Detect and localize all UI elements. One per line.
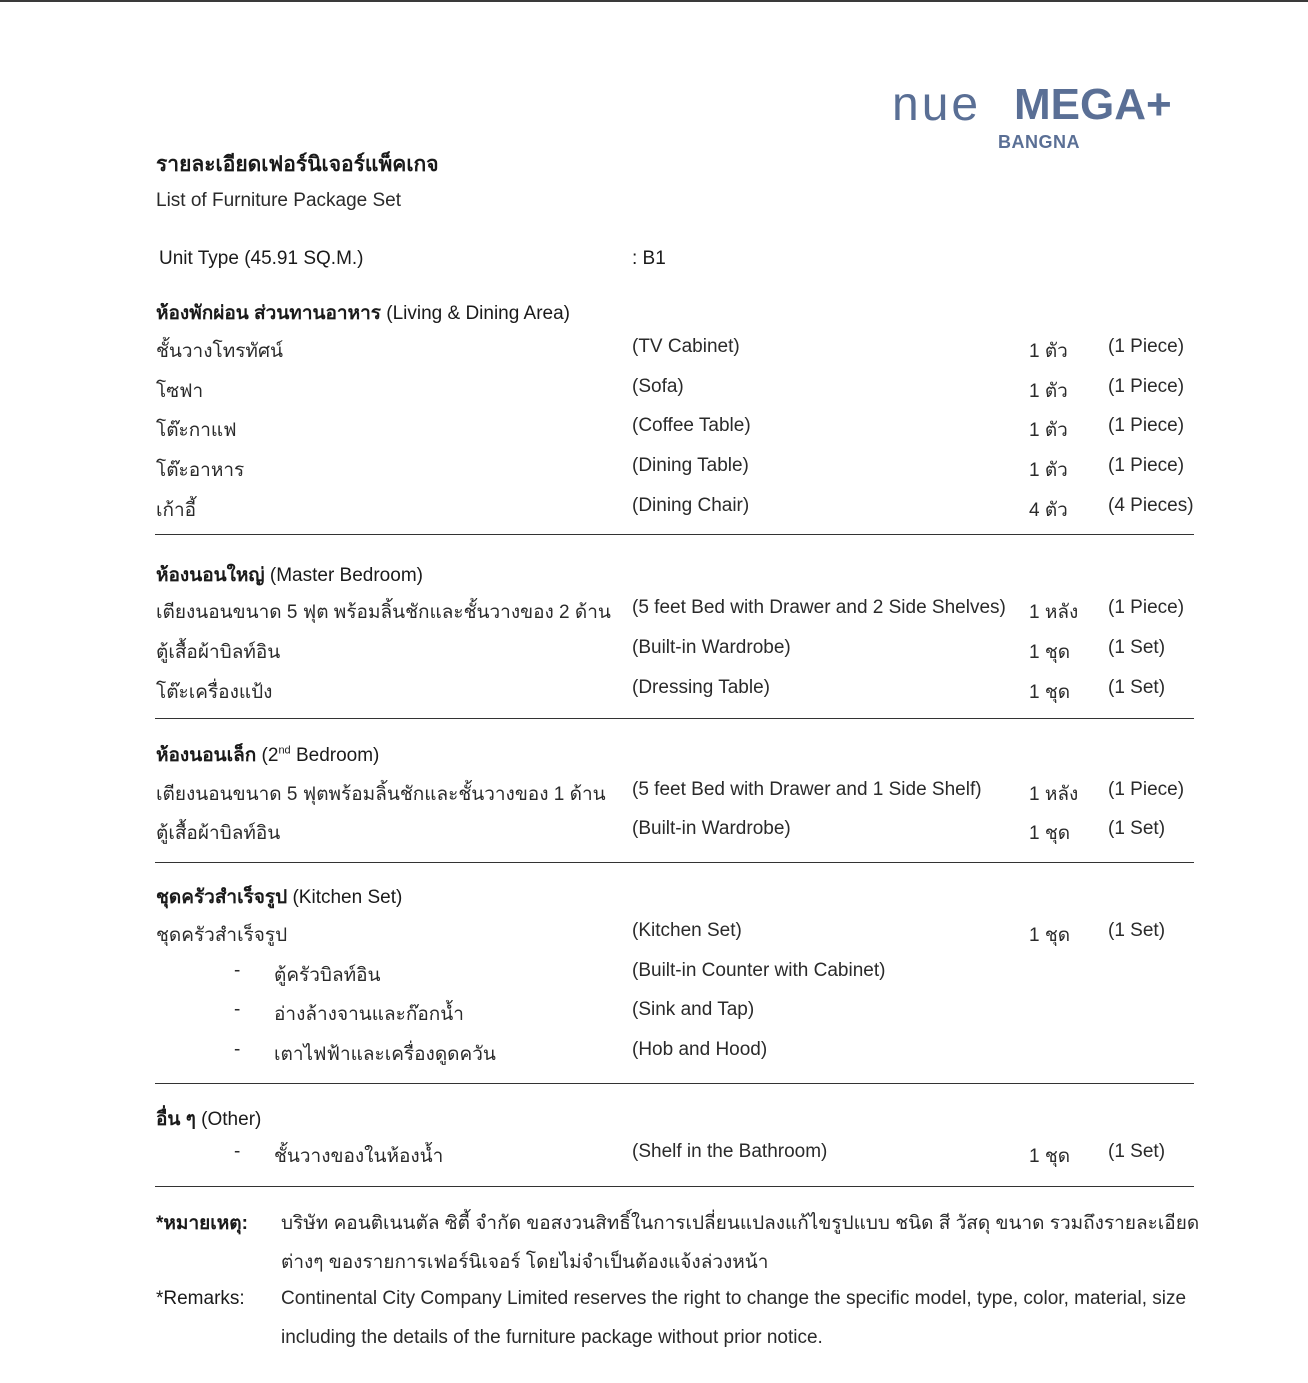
- item-thai: เตียงนอนขนาด 5 ฟุตพร้อมลิ้นชักและชั้นวางของ 1 ด้าน: [156, 784, 606, 805]
- item-quantity: 1 ตัว: [1029, 381, 1068, 402]
- section-title-thai: อื่น ๆ: [156, 1109, 196, 1130]
- item-quantity-english: (1 Set): [1108, 677, 1166, 698]
- item-quantity: 1 หลัง: [1029, 602, 1079, 623]
- section-title-thai: ห้องพักผ่อน ส่วนทานอาหาร: [156, 303, 381, 324]
- item-english: (Dressing Table): [632, 677, 770, 698]
- section-title-thai: ชุดครัวสำเร็จรูป: [156, 887, 288, 908]
- item-quantity: 4 ตัว: [1029, 500, 1068, 521]
- item-quantity-english: (1 Piece): [1108, 415, 1185, 436]
- item-thai: ตู้เสื้อผ้าบิลท์อิน: [156, 642, 281, 663]
- list-item: [0, 960, 1308, 990]
- item-english: (TV Cabinet): [632, 336, 740, 357]
- section-other: [156, 1104, 261, 1134]
- sub-item-dash: -: [234, 999, 241, 1020]
- item-thai: เตาไฟฟ้าและเครื่องดูดควัน: [274, 1044, 496, 1065]
- item-quantity-english: (1 Set): [1108, 1141, 1166, 1162]
- item-quantity-english: (1 Piece): [1108, 597, 1185, 618]
- item-english: (Hob and Hood): [632, 1039, 768, 1060]
- item-english: (5 feet Bed with Drawer and 2 Side Shelves): [632, 597, 1006, 618]
- logo-nue: nue: [892, 78, 982, 131]
- list-item: [0, 920, 1308, 950]
- remarks-label: *Remarks:: [156, 1288, 245, 1309]
- item-quantity-english: (1 Piece): [1108, 376, 1185, 397]
- item-english: (Sofa): [632, 376, 684, 397]
- item-quantity-english: (1 Set): [1108, 818, 1166, 839]
- item-english: (5 feet Bed with Drawer and 1 Side Shelf): [632, 779, 982, 800]
- sub-item-dash: -: [234, 1141, 241, 1162]
- section-title-english: (Other): [201, 1109, 262, 1130]
- item-thai: ชุดครัวสำเร็จรูป: [156, 925, 288, 946]
- item-english: (Sink and Tap): [632, 999, 755, 1020]
- section-living-dining: [156, 298, 570, 328]
- list-item: [0, 336, 1308, 366]
- page-title-thai: รายละเอียดเฟอร์นิเจอร์แพ็คเกจ: [156, 153, 439, 176]
- item-english: (Dining Chair): [632, 495, 750, 516]
- item-quantity: 1 หลัง: [1029, 784, 1079, 805]
- list-item: [0, 999, 1308, 1029]
- list-item: [0, 637, 1308, 667]
- list-item: [0, 495, 1308, 525]
- item-english: (Built-in Wardrobe): [632, 637, 791, 658]
- sub-item-dash: -: [234, 960, 241, 981]
- section-divider: [155, 718, 1194, 719]
- list-item: [0, 779, 1308, 809]
- item-english: (Built-in Wardrobe): [632, 818, 791, 839]
- item-quantity: 1 ตัว: [1029, 420, 1068, 441]
- item-quantity-english: (1 Piece): [1108, 336, 1185, 357]
- note-text-thai-line1: บริษัท คอนติเนนตัล ซิตี้ จำกัด ขอสงวนสิทธิ์ในการเปลี่ยนแปลงแก้ไขรูปแบบ ชนิด สี วัสดุ ขนาด รวมถึงรายละเอียด: [281, 1213, 1200, 1234]
- list-item: [0, 376, 1308, 406]
- item-english: (Built-in Counter with Cabinet): [632, 960, 886, 981]
- section-title-english: (2nd Bedroom): [261, 744, 380, 766]
- item-english: (Coffee Table): [632, 415, 751, 436]
- item-thai: ตู้เสื้อผ้าบิลท์อิน: [156, 823, 281, 844]
- logo-mega: MEGA+: [1014, 80, 1172, 129]
- item-thai: โต๊ะอาหาร: [156, 460, 245, 481]
- section-divider: [155, 1186, 1194, 1187]
- item-quantity: 1 ชุด: [1029, 642, 1071, 663]
- brand-logo: [892, 80, 1192, 160]
- sub-item-dash: -: [234, 1039, 241, 1060]
- item-thai: ตู้ครัวบิลท์อิน: [274, 965, 381, 986]
- section-divider: [155, 534, 1194, 535]
- item-quantity: 1 ชุด: [1029, 682, 1071, 703]
- section-second-bedroom: [156, 740, 379, 770]
- remarks-text-line2: including the details of the furniture package without prior notice.: [281, 1327, 823, 1348]
- item-thai: โต๊ะกาแฟ: [156, 420, 237, 441]
- unit-type-value: : B1: [632, 248, 666, 269]
- section-divider: [155, 862, 1194, 863]
- item-thai: ชั้นวางโทรทัศน์: [156, 341, 284, 362]
- logo-location: BANGNA: [998, 132, 1080, 152]
- item-quantity: 1 ตัว: [1029, 341, 1068, 362]
- item-quantity: 1 ตัว: [1029, 460, 1068, 481]
- list-item: [0, 597, 1308, 627]
- item-thai: อ่างล้างจานและก๊อกน้ำ: [274, 1004, 464, 1025]
- section-title-thai: ห้องนอนใหญ่: [156, 565, 265, 586]
- unit-type-label: Unit Type (45.91 SQ.M.): [159, 248, 364, 269]
- item-thai: โต๊ะเครื่องแป้ง: [156, 682, 273, 703]
- item-english: (Kitchen Set): [632, 920, 742, 941]
- item-quantity-english: (1 Piece): [1108, 779, 1185, 800]
- note-text-thai-line2: ต่างๆ ของรายการเฟอร์นิเจอร์ โดยไม่จำเป็นต้องแจ้งล่วงหน้า: [281, 1252, 769, 1273]
- list-item: [0, 455, 1308, 485]
- top-border: [0, 0, 1308, 2]
- item-quantity: 1 ชุด: [1029, 1146, 1071, 1167]
- section-title-english: (Living & Dining Area): [386, 303, 571, 324]
- section-kitchen: [156, 882, 402, 912]
- item-quantity: 1 ชุด: [1029, 823, 1071, 844]
- item-thai: เตียงนอนขนาด 5 ฟุต พร้อมลิ้นชักและชั้นวางของ 2 ด้าน: [156, 602, 611, 623]
- note-label-thai: *หมายเหตุ:: [156, 1213, 248, 1234]
- section-title-english: (Kitchen Set): [292, 887, 403, 908]
- item-quantity-english: (1 Set): [1108, 637, 1166, 658]
- list-item: [0, 1141, 1308, 1171]
- item-quantity: 1 ชุด: [1029, 925, 1071, 946]
- item-quantity-english: (1 Piece): [1108, 455, 1185, 476]
- item-thai: เก้าอี้: [156, 500, 197, 521]
- section-master-bedroom: [156, 560, 423, 590]
- list-item: [0, 1039, 1308, 1069]
- item-quantity-english: (4 Pieces): [1108, 495, 1194, 516]
- item-english: (Dining Table): [632, 455, 749, 476]
- item-english: (Shelf in the Bathroom): [632, 1141, 828, 1162]
- list-item: [0, 677, 1308, 707]
- section-title-thai: ห้องนอนเล็ก: [156, 745, 257, 766]
- list-item: [0, 415, 1308, 445]
- list-item: [0, 818, 1308, 848]
- page-title-english: List of Furniture Package Set: [156, 190, 402, 211]
- section-divider: [155, 1083, 1194, 1084]
- section-title-english: (Master Bedroom): [269, 565, 423, 586]
- item-quantity-english: (1 Set): [1108, 920, 1166, 941]
- remarks-text-line1: Continental City Company Limited reserves the right to change the specific model, type, color, material, size: [281, 1288, 1187, 1309]
- item-thai: ชั้นวางของในห้องน้ำ: [274, 1146, 444, 1167]
- item-thai: โซฟา: [156, 381, 204, 402]
